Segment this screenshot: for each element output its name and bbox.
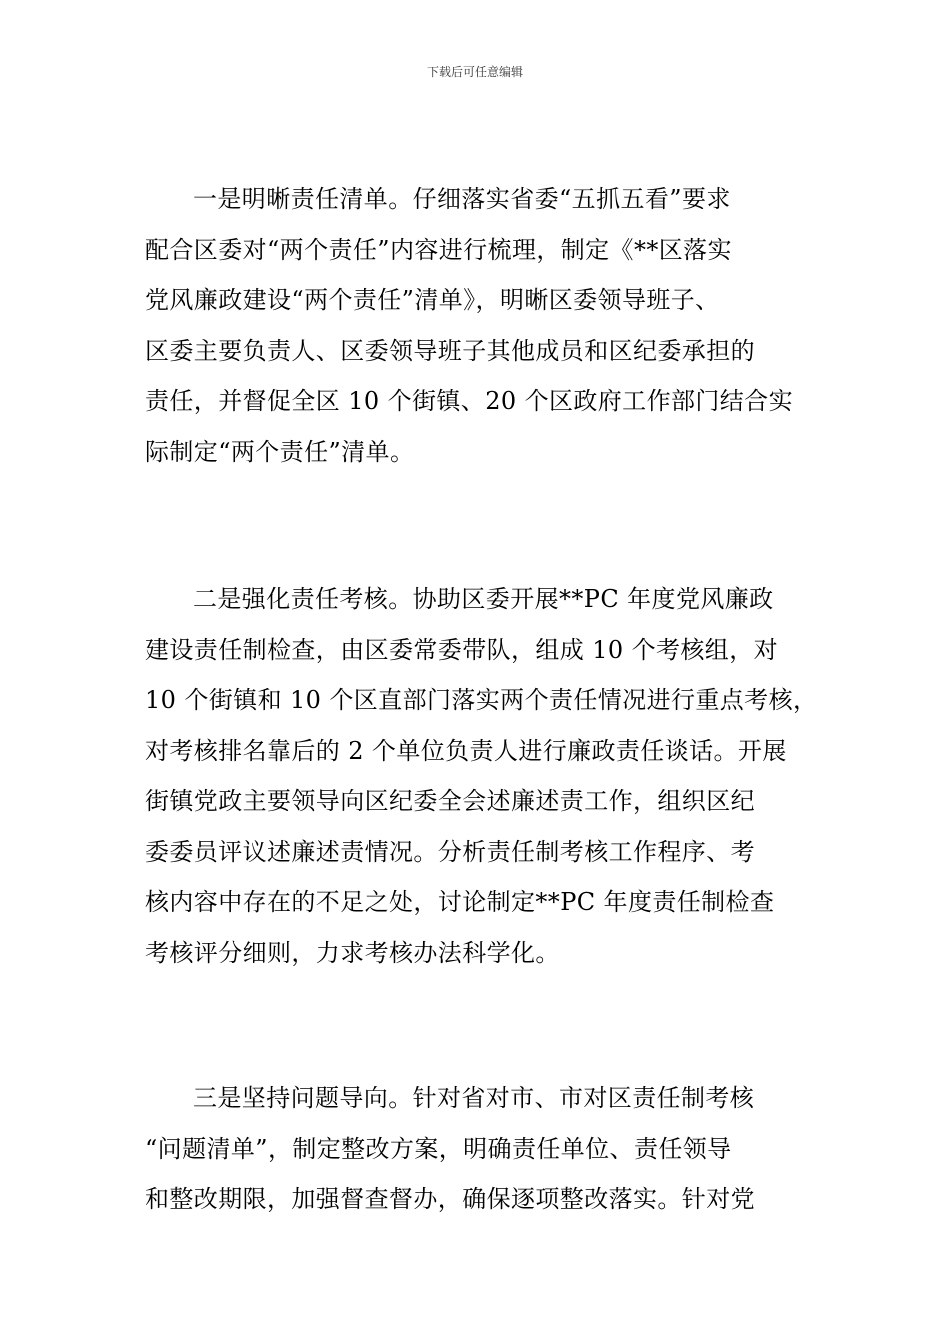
text-line: 区委主要负责人、区委领导班子其他成员和区纪委承担的 <box>145 336 755 365</box>
paragraph-text <box>145 574 825 978</box>
text-line: 10 个街镇和 10 个区直部门落实两个责任情况进行重点考核， <box>145 686 818 714</box>
paragraph-problem-oriented <box>145 1073 825 1225</box>
text-line: 委委员评议述廉述责情况。分析责任制考核工作程序、考 <box>145 837 755 866</box>
text-line: “问题清单”，制定整改方案，明确责任单位、责任领导 <box>145 1134 732 1163</box>
paragraph-text <box>145 174 825 477</box>
text-line: 核内容中存在的不足之处，讨论制定**PC 年度责任制检查 <box>145 888 775 916</box>
paragraph-responsibility-assessment <box>145 574 825 978</box>
text-line: 二是强化责任考核。协助区委开展**PC 年度党风廉政 <box>193 585 774 613</box>
text-line: 一是明晰责任清单。仔细落实省委“五抓五看”要求 <box>193 185 731 213</box>
text-line: 际制定“两个责任”清单。 <box>145 437 415 466</box>
text-line: 配合区委对“两个责任”内容进行梳理，制定《**区落实 <box>145 235 732 264</box>
text-line: 和整改期限，加强督查督办，确保逐项整改落实。针对党 <box>145 1185 755 1213</box>
text-line: 三是坚持问题导向。针对省对市、市对区责任制考核 <box>193 1084 755 1112</box>
paragraph-responsibility-list <box>145 174 825 477</box>
text-line: 对考核排名靠后的 2 个单位负责人进行廉政责任谈话。开展 <box>145 736 787 765</box>
text-line: 党风廉政建设“两个责任”清单》，明晰区委领导班子、 <box>145 286 720 314</box>
text-line: 街镇党政主要领导向区纪委全会述廉述责工作，组织区纪 <box>145 787 755 815</box>
text-line: 考核评分细则，力求考核办法科学化。 <box>145 938 560 967</box>
paragraph-text <box>145 1073 825 1225</box>
text-line: 责任，并督促全区 10 个街镇、20 个区政府工作部门结合实 <box>145 387 793 415</box>
header-note: 下载后可任意编辑 <box>426 65 523 79</box>
text-line: 建设责任制检查，由区委常委带队，组成 10 个考核组，对 <box>145 635 778 664</box>
